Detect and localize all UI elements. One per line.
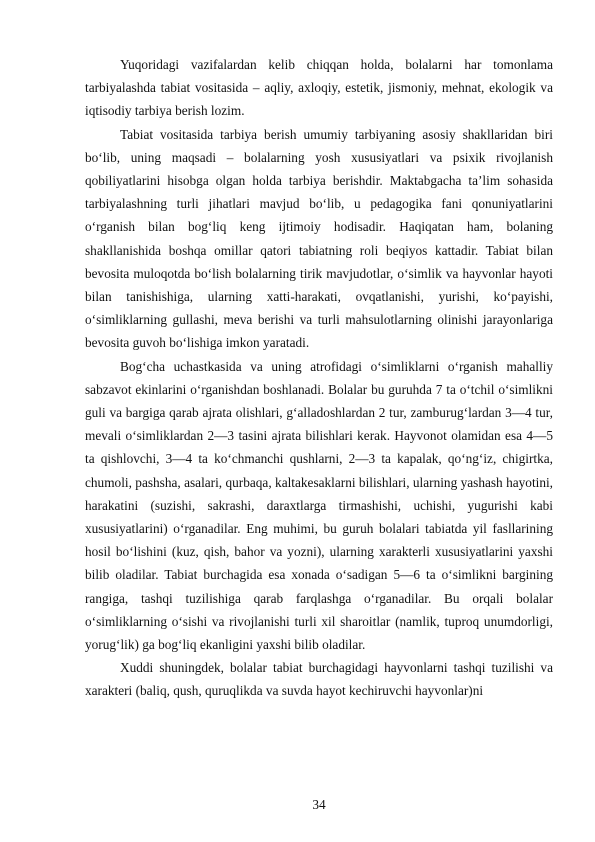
paragraph-plants-animals: Bog‘cha uchastkasida va uning atrofidagi o‘simliklarni o‘rganish mahalliy sabzavot ekinlarini o‘rganishdan boshlanadi. Bolalar bu guruhda 7 ta o‘tchil o‘simlikni guli va bargiga qarab ajrata olishlari, g‘alladoshlardan 2 tur, zamburug‘lardan 3—4 tur, mevali o‘simliklardan 2—3 tasini ajrata bilishlari kerak. Hayvonot olamidan esa 4—5 ta qishlovchi, 3—4 ta ko‘chmanchi qushlarni, 2—3 ta kapalak, qo‘ng‘iz, chigirtka, chumoli, pashsha, asalari, qurbaqa, kaltakesaklarni bilishlari, ularning yashash hayotini, harakatini (suzishi, sakrashi, daraxtlarga tirmashishi, uchishi, yugurishi kabi xususiyatlarini) o‘rganadilar. Eng muhimi, bu guruh bolalari tabiatda yil fasllarining hosil bo‘lishini (kuz, qish, bahor va yozni), ularning xarakterli xususiyatlarini yaxshi bilib oladilar. Tabiat burchagida esa xonada o‘sadigan 5—6 ta o‘simlikni bargining rangiga, tashqi tuzilishiga qarab farqlashga o‘rganadilar. Bu orqali bolalar o‘simliklarning o‘sishi va rivojlanishi turli xil sharoitlar (namlik, tuproq unumdorligi, yorug‘lik) ga bog‘liq ekanligini yaxshi bilib oladilar.	[85, 358, 553, 653]
body-text	[85, 53, 553, 703]
page-number: 34	[312, 797, 326, 812]
paragraph-nature-corner: Xuddi shuningdek, bolalar tabiat burchagidagi hayvonlarni tashqi tuzilishi va xarakteri (baliq, qush, quruqlikda va suvda hayot kechiruvchi hayvonlar)ni	[85, 660, 553, 699]
paragraph-nature-education: Tabiat vositasida tarbiya berish umumiy tarbiyaning asosiy shakllaridan biri bo‘lib, uning maqsadi – bolalarning yosh xususiyatlari va psixik rivojlanish qobiliyatlarini hisobga olgan holda tarbiya berishdir. Maktabgacha ta’lim sohasida tarbiyalashning turli jihatlari mavjud bo‘lib, u pedagogika fani qonuniyatlarini o‘rganish bilan bog‘liq keng ijtimoiy hodisadir. Haqiqatan ham, bolaning shakllanishida boshqa omillar qatori tabiatning roli beqiyos kattadir. Tabiat bilan bevosita muloqotda bo‘lish bolalarning tirik mavjudotlar, o‘simlik va hayvonlar hayoti bilan tanishishiga, ularning xatti-harakati, ovqatlanishi, yurishi, ko‘payishi, o‘simliklarning gullashi, meva berishi va turli mahsulotlarning olinishi jarayonlariga bevosita guvoh bo‘lishiga imkon yaratadi.	[85, 126, 553, 351]
paragraph-intro: Yuqoridagi vazifalardan kelib chiqqan holda, bolalarni har tomonlama tarbiyalashda tabiat vositasida – aqliy, axloqiy, estetik, jismoniy, mehnat, ekologik va iqtisodiy tarbiya berish lozim.	[85, 57, 553, 119]
